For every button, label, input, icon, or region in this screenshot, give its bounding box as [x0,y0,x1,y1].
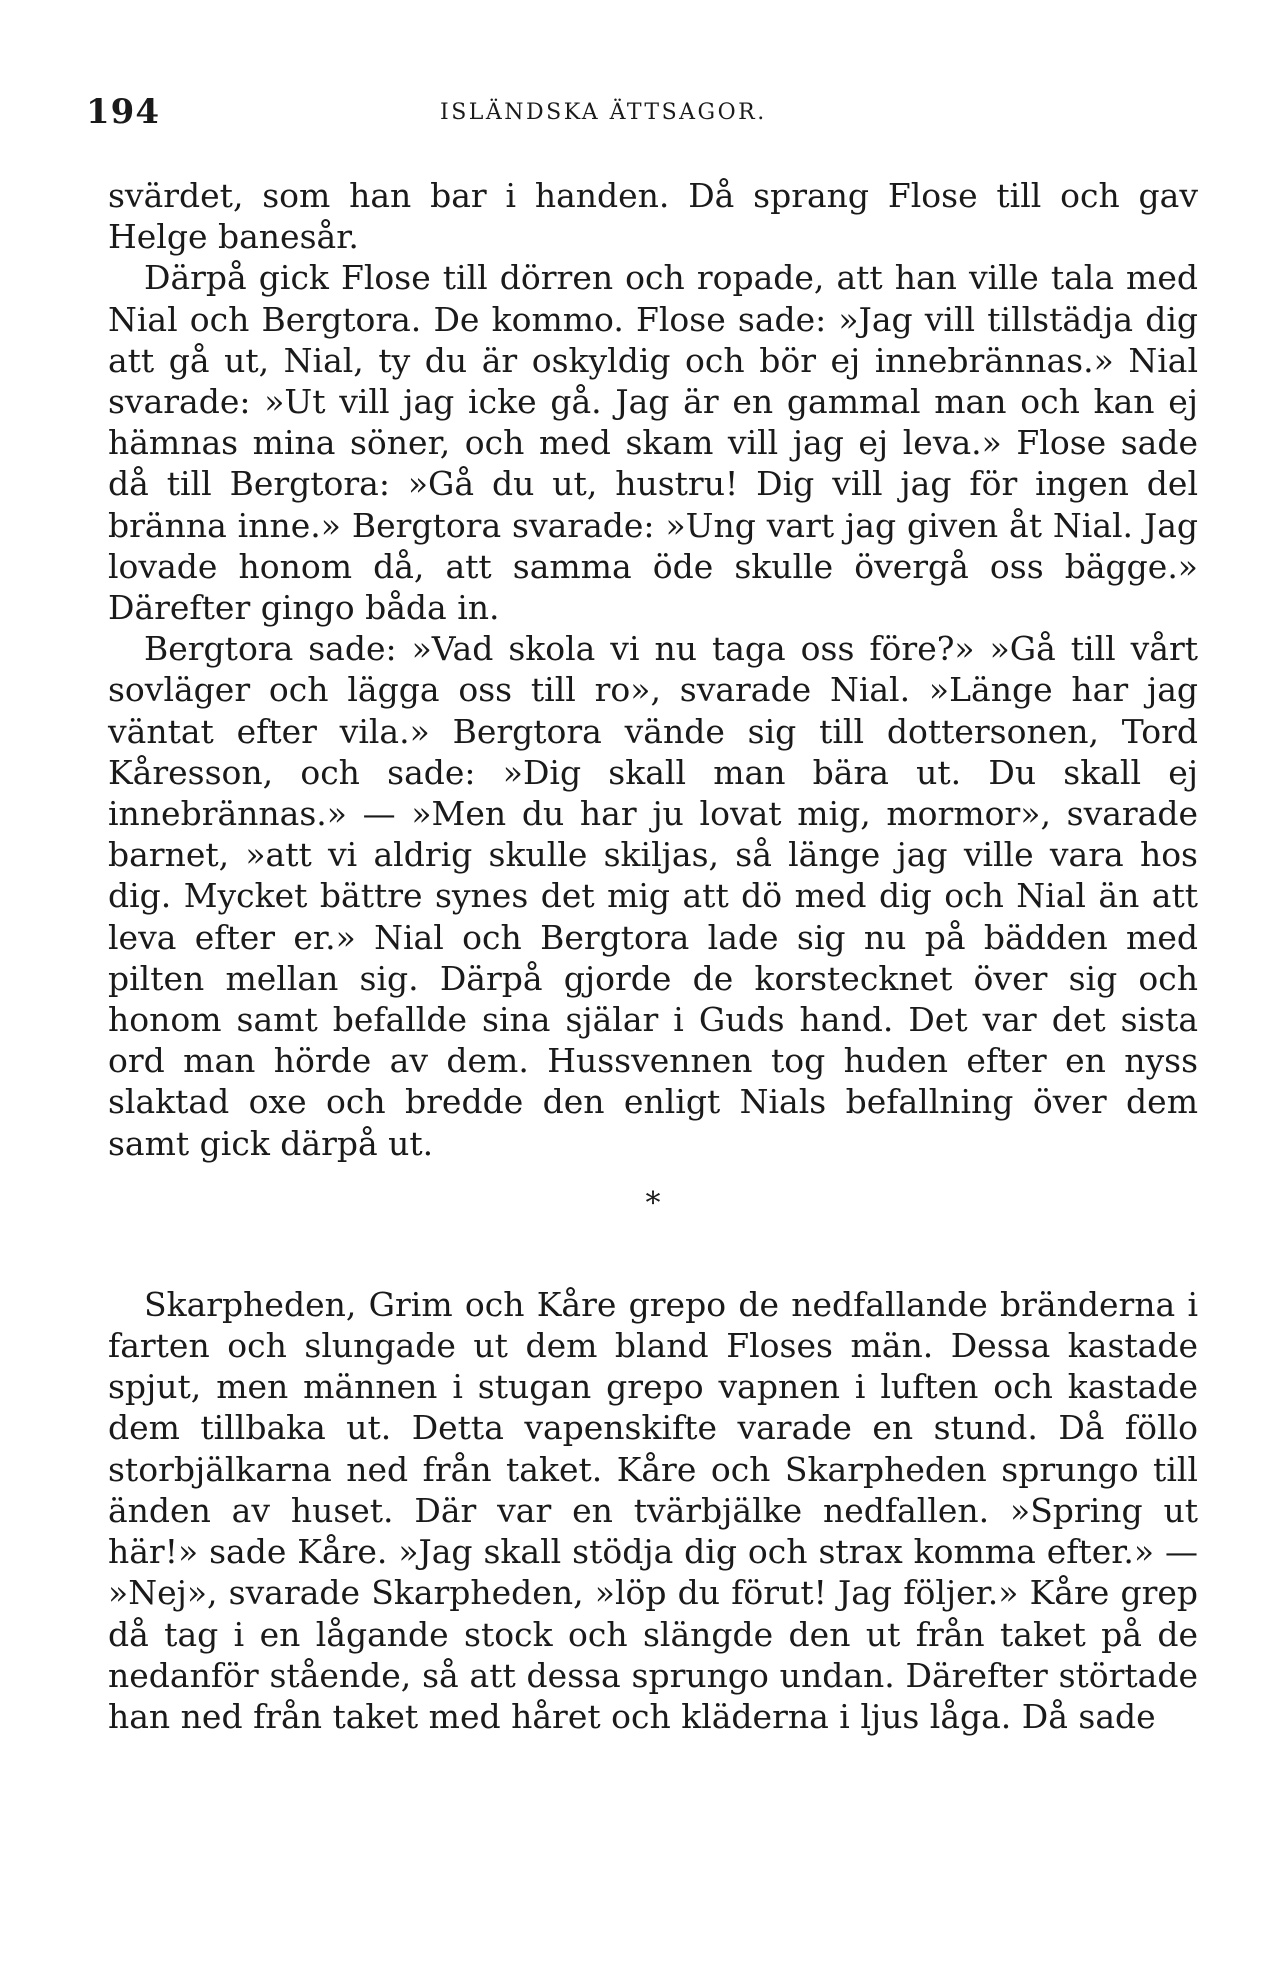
running-title: ISLÄNDSKA ÄTTSAGOR. [440,100,767,125]
body-text [108,175,1198,1737]
paragraph-3: Bergtora sade: »Vad skola vi nu taga oss före?» »Gå till vårt sovläger och lägga oss till ro», svarade Nial. »Länge har jag väntat efter vila.» Bergtora vände sig till dottersonen, Tord Kåresson, och sade: »Dig skall man bära ut. Du skall ej innebrännas.» — »Men du har ju lovat mig, mormor», svarade barnet, »att vi aldrig skulle skiljas, så länge jag ville vara hos dig. Mycket bättre synes det mig att dö med dig och Nial än att leva efter er.» Nial och Bergtora lade sig nu på bädden med pilten mellan sig. Därpå gjorde de korstecknet över sig och honom samt befallde sina själar i Guds hand. Det var det sista ord man hörde av dem. Hussvennen tog huden efter en nyss slaktad oxe och bredde den enligt Nials befallning över dem samt gick därpå ut. [108,629,1198,1163]
section-separator: * [645,1185,661,1221]
paragraph-4: Skarpheden, Grim och Kåre grepo de nedfallande bränderna i farten och slungade ut dem bland Floses män. Dessa kastade spjut, men männen i stugan grepo vapnen i luften och kastade dem tillbaka ut. Detta vapenskifte varade en stund. Då föllo storbjälkarna ned från taket. Kåre och Skarpheden sprungo till änden av huset. Där var en tvärbjälke nedfallen. »Spring ut här!» sade Kåre. »Jag skall stödja dig och strax komma efter.» — »Nej», svarade Skarpheden, »löp du förut! Jag följer.» Kåre grep då tag i en lågande stock och slängde den ut från taket på de nedanför stående, så att dessa sprungo undan. Därefter störtade han ned från taket med håret och kläderna i ljus låga. Då sade [108,1284,1198,1736]
paragraph-1: svärdet, som han bar i handen. Då sprang Flose till och gav Helge banesår. [108,176,1198,257]
page-number: 194 [86,92,160,132]
paragraph-2: Därpå gick Flose till dörren och ropade, att han ville tala med Nial och Bergtora. De kommo. Flose sade: »Jag vill tillstädja dig att gå ut, Nial, ty du är oskyldig och bör ej innebrännas.» Nial svarade: »Ut vill jag icke gå. Jag är en gammal man och kan ej hämnas mina söner, och med skam vill jag ej leva.» Flose sade då till Bergtora: »Gå du ut, hustru! Dig vill jag för ingen del bränna inne.» Bergtora svarade: »Ung vart jag given åt Nial. Jag lovade honom då, att samma öde skulle övergå oss bägge.» Därefter gingo båda in. [108,258,1198,628]
running-head [0,92,1271,142]
